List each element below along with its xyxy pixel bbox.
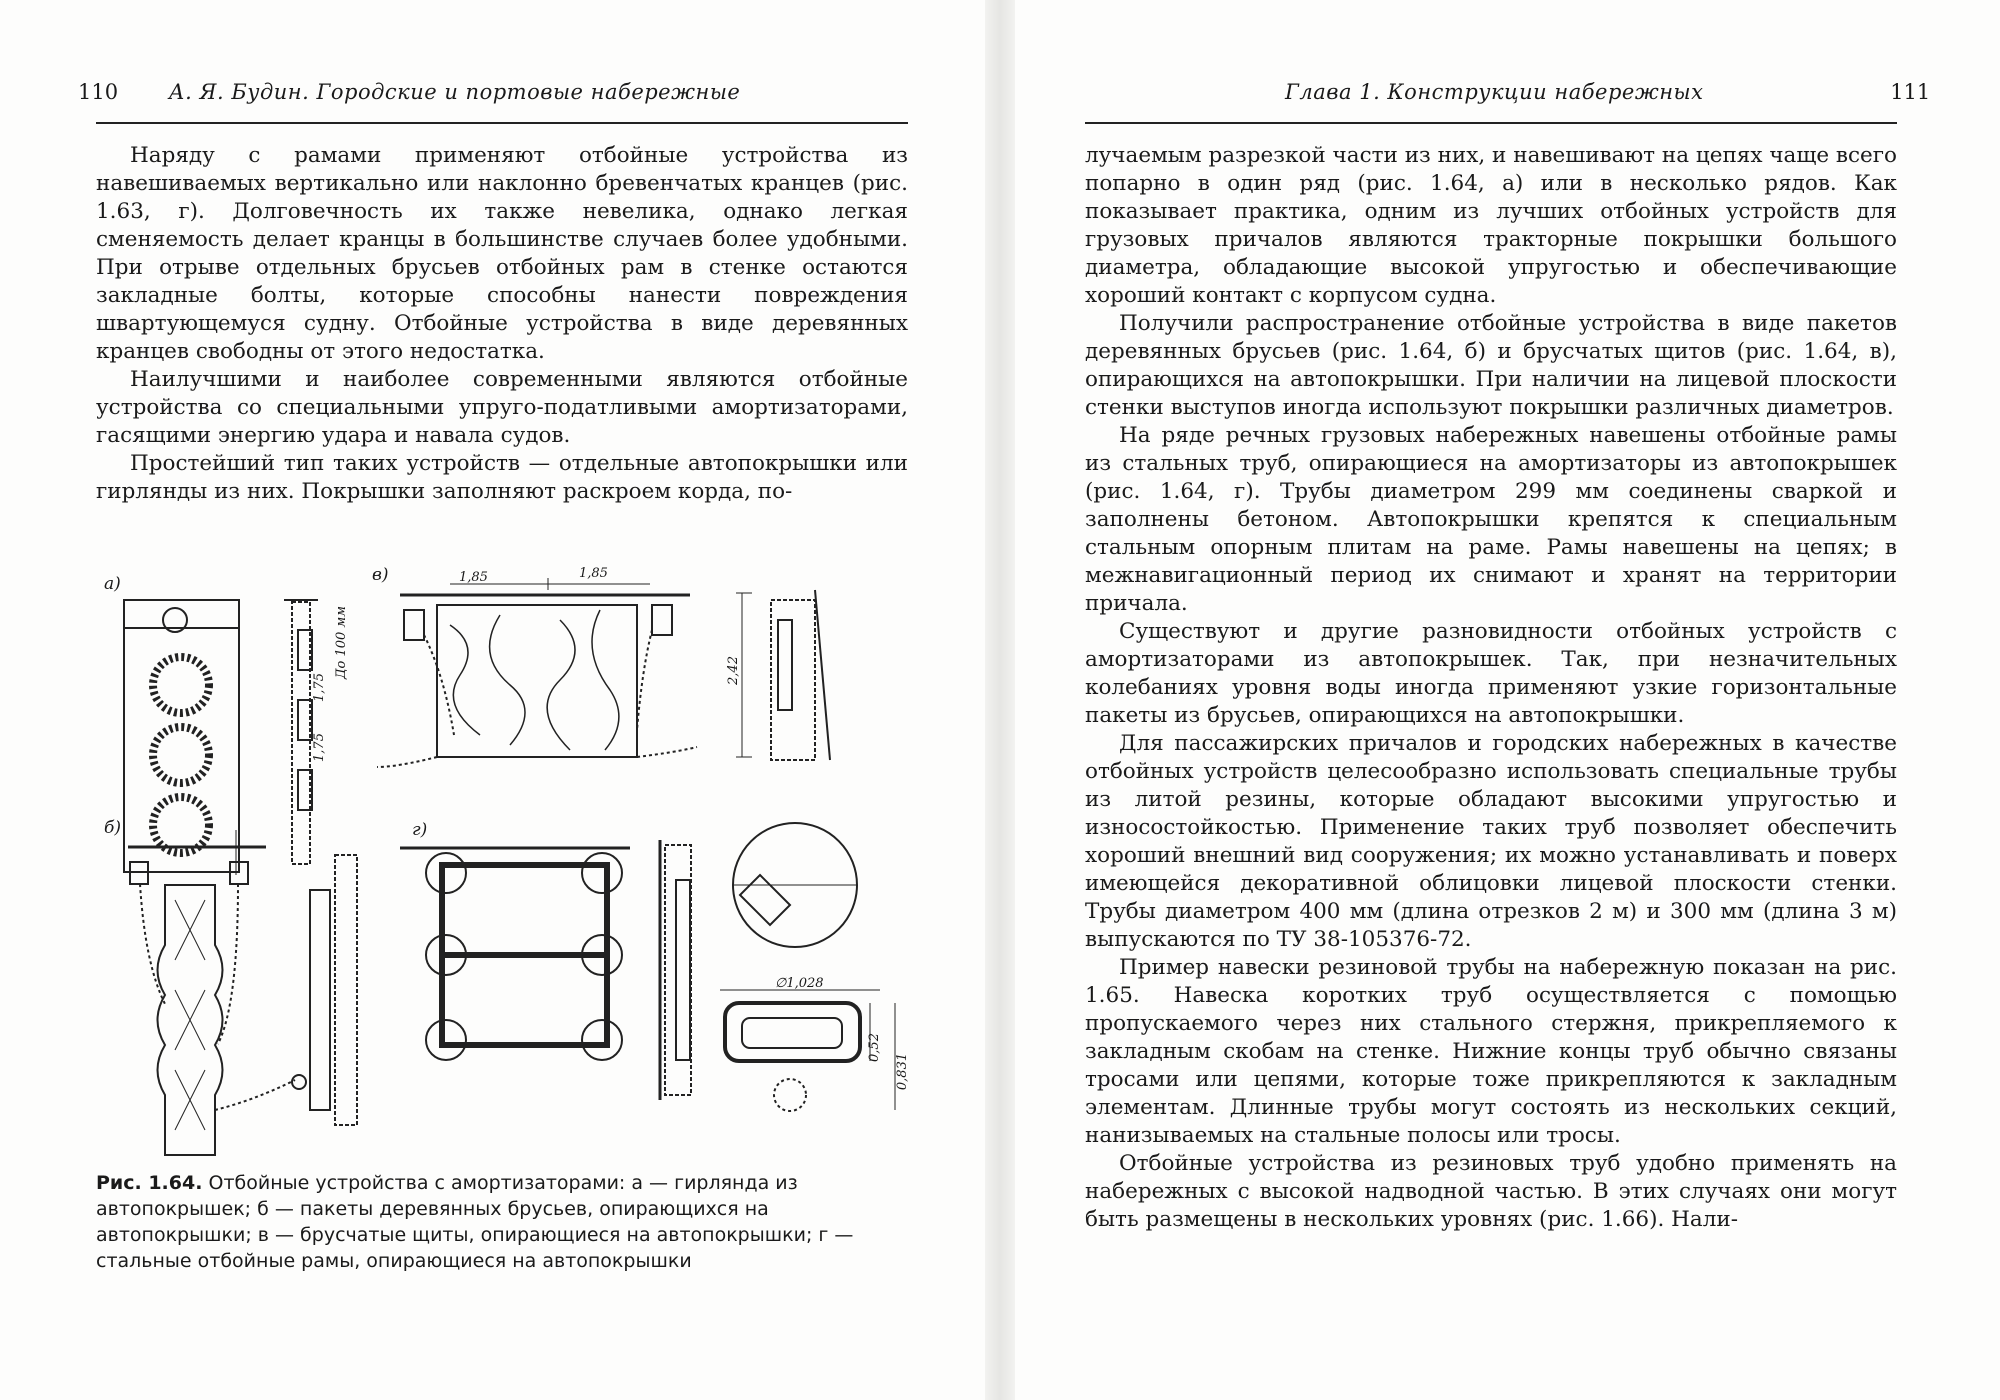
figure-label-g: г) [412,820,428,840]
paragraph: лучаемым разрезкой части из них, и навешивают на цепях чаще всего попарно в один ряд (рис. 1.64, а) или в несколько рядов. Как показывает практика, одним из лучших отбойных устройств для грузовых причалов являются тракторные покрышки большого диаметра, обладающие высокой упругостью и обеспечивающие хороший контакт с корпусом судна. [1085,143,1897,308]
paragraph: Существуют и другие разновидности отбойных устройств с амортизаторами из автопокрышек. Так, при незначительных колебаниях уровня воды иногда применяют узкие горизонтальные пакеты из брусьев, опирающихся на автопокрышки. [1085,619,1897,728]
dimension-label: 2,42 [725,656,741,685]
dimension-label: 1,75 [311,733,327,762]
paragraph: Наряду с рамами применяют отбойные устройства из навешиваемых вертикально или наклонно бревенчатых кранцев (рис. 1.63, г). Долговечность их также невелика, однако легкая сменяемость делает кранцы в большинстве случаев более удобными. При отрыве отдельных брусьев отбойных рам в стенке остаются закладные болты, которые способны нанести повреждения швартующемуся судну. Отбойные устройства в виде деревянных кранцев свободны от этого недостатка. [96,143,908,364]
page-number-right: 111 [1890,80,1931,104]
figure-label-a: а) [104,574,121,594]
caption-label: Рис. 1.64. [96,1172,203,1194]
dimension-label: 0,52 [866,1033,882,1062]
left-page [0,0,985,1400]
right-running-title: Глава 1. Конструкции набережных [1285,80,1704,104]
book-gutter [985,0,1015,1400]
dimension-label: 0,831 [895,1052,911,1091]
figure-label-b: б) [104,818,122,838]
figure-caption [96,1170,908,1274]
figure-label-v: в) [372,565,389,585]
tire-shape [153,657,209,713]
paragraph: На ряде речных грузовых набережных навешены отбойные рамы из стальных труб, опирающиеся на амортизаторы из автопокрышек (рис. 1.64, г). Трубы диаметром 299 мм соединены сваркой и заполнены бетоном. Автопокрышки крепятся к специальным стальным опорным плитам на раме. Рамы навешены на цепях; в межнавигационный период их снимают и хранят на территории причала. [1085,423,1897,616]
paragraph: Для пассажирских причалов и городских набережных в качестве отбойных устройств целесообразно использовать специальные трубы из литой резины, которые обладают высокими упругостью и износостойкостью. Применение таких труб позволяет обеспечить хороший внешний вид сооружения; их можно устанавливать и поверх имеющейся декоративной облицовки лицевой плоскости стенки. Трубы диаметром 400 мм (длина отрезков 2 м) и 300 мм (длина 3 м) выпускаются по ТУ 38-105376-72. [1085,731,1897,952]
timber-shield [437,605,637,757]
tire-section [725,1003,860,1061]
dimension-label: До 100 мм [334,605,350,680]
dimension-label: ∅1,028 [775,976,824,991]
dimension-label: 1,85 [459,570,488,585]
paragraph: Отбойные устройства из резиновых труб удобно применять на набережных с высокой надводной частью. В этих случаях они могут быть размещены в нескольких уровнях (рис. 1.66). Нали- [1085,1151,1897,1232]
dimension-label: 1,85 [579,566,608,581]
paragraph: Пример навески резиновой трубы на набережную показан на рис. 1.65. Навеска коротких труб осуществляется с помощью пропускаемого через них стального стержня, прикрепляемого к закладным скобам на стенке. Нижние концы труб обычно связаны тросами или цепями, которые тоже прикрепляются к закладным элементам. Длинные трубы могут состоять из нескольких секций, нанизываемых на стальные полосы или тросы. [1085,955,1897,1148]
left-running-title: А. Я. Будин. Городские и портовые набережные [168,80,741,104]
paragraph: Получили распространение отбойные устройства в виде пакетов деревянных брусьев (рис. 1.64, б) и брусчатых щитов (рис. 1.64, в), опирающихся на автопокрышки. При наличии на лицевой плоскости стенки выступов иногда используют покрышки различных диаметров. [1085,311,1897,420]
wall-section [665,845,691,1095]
wall-section [335,855,357,1125]
paragraph: Наилучшими и наиболее современными являются отбойные устройства со специальными упруго-податливыми амортизаторами, гасящими энергию удара и навала судов. [96,367,908,448]
wall-section [292,602,310,864]
caption-text: Отбойные устройства с амортизаторами: а — гирлянда из автопокрышек; б — пакеты деревянных брусьев, опирающихся на автопокрышки; в — брусчатые щиты, опирающиеся на автопокрышки; г — стальные отбойные рамы, опирающиеся на автопокрышки [96,1172,854,1272]
garland-panel [124,600,239,872]
dimension-label: 1,75 [311,673,327,702]
header-rule-right [1085,122,1897,124]
paragraph: Простейший тип таких устройств — отдельные автопокрышки или гирлянды из них. Покрышки заполняют раскроем корда, по- [96,451,908,504]
tire-shape [153,797,209,853]
page-number-left: 110 [78,80,119,104]
right-running-head [1285,80,1930,104]
right-body-text [1085,142,1897,1234]
right-page [1015,0,2000,1400]
tire-shape [153,727,209,783]
